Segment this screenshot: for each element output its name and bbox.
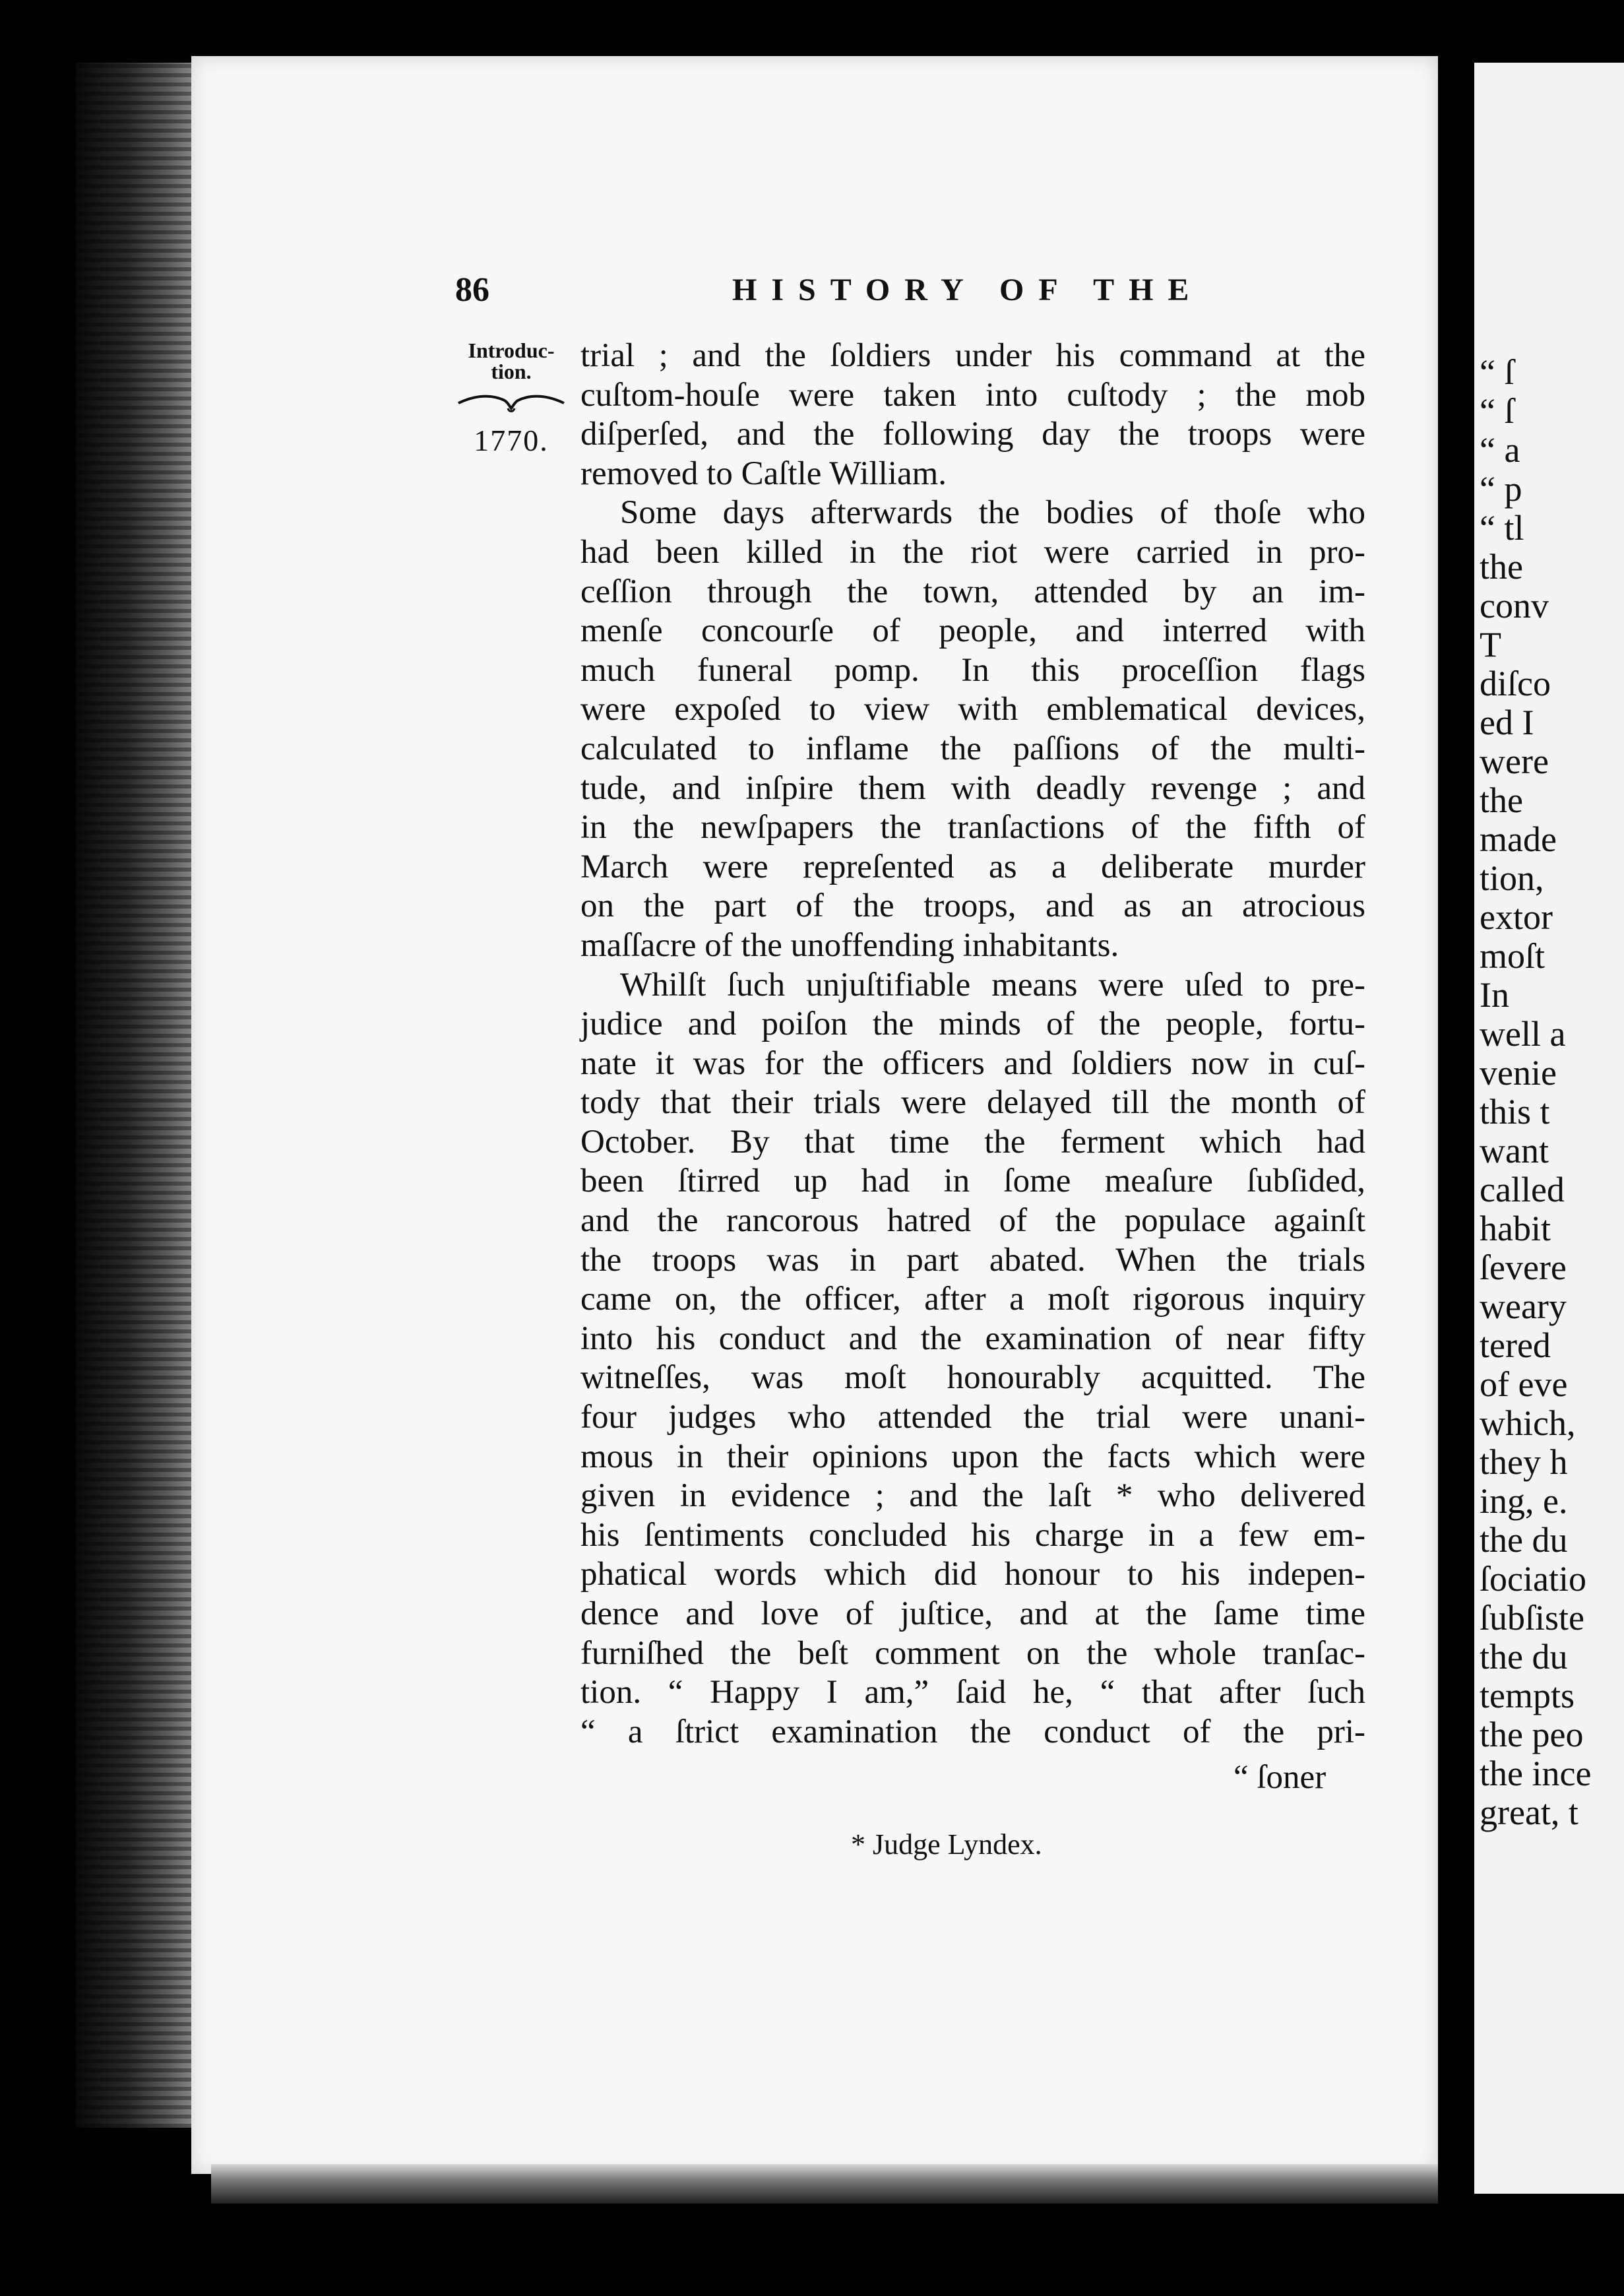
- text-line: the troops was in part abated. When the trials: [580, 1241, 1365, 1279]
- facing-text-line: In: [1480, 975, 1509, 1015]
- text-line: dence and love of juſtice, and at the ſame time: [580, 1595, 1365, 1632]
- facing-text-line: moſt: [1480, 936, 1546, 976]
- text-line: Whilſt ſuch unjuſtifiable means were uſed to pre-: [620, 966, 1365, 1004]
- text-line: March were repreſented as a deliberate murder: [580, 848, 1365, 885]
- text-line: much funeral pomp. In this proceſſion flags: [580, 651, 1365, 689]
- page-header: [455, 271, 1234, 310]
- text-line: menſe concourſe of people, and interred with: [580, 612, 1365, 650]
- facing-text-line: ing, e.: [1480, 1481, 1568, 1521]
- text-line: cuſtom-houſe were taken into cuſtody ; the mob: [580, 376, 1365, 414]
- facing-text-line: diſco: [1480, 664, 1551, 703]
- margin-note-year: 1770.: [474, 424, 549, 457]
- facing-text-line: weary: [1480, 1287, 1567, 1326]
- facing-text-line: well a: [1480, 1014, 1566, 1054]
- page-number: 86: [455, 271, 489, 309]
- facing-text-line: they h: [1480, 1442, 1568, 1482]
- facing-text-line: ſociatio: [1480, 1559, 1586, 1599]
- text-line: four judges who attended the trial were unani-: [580, 1399, 1365, 1436]
- facing-text-line: the peo: [1480, 1715, 1584, 1754]
- facing-text-line: “ ſ: [1480, 391, 1515, 431]
- page-bottom-edge: [211, 2164, 1451, 2204]
- text-line: given in evidence ; and the laſt * who delivered: [580, 1477, 1365, 1515]
- facing-text-line: conv: [1480, 586, 1549, 625]
- facing-text-line: want: [1480, 1131, 1549, 1170]
- text-line: diſperſed, and the following day the troops were: [580, 416, 1365, 453]
- facing-text-line: extor: [1480, 897, 1553, 937]
- text-line: into his conduct and the examination of near fifty: [580, 1320, 1365, 1357]
- facing-page-text: [1480, 353, 1624, 1832]
- text-line: furniſhed the beſt comment on the whole tranſac-: [580, 1634, 1365, 1672]
- facing-text-line: made: [1480, 819, 1557, 859]
- text-line: tion. “ Happy I am,” ſaid he, “ that after ſuch: [580, 1674, 1365, 1711]
- ornament-icon: [455, 389, 567, 418]
- facing-text-line: the du: [1480, 1520, 1568, 1560]
- text-line: tody that their trials were delayed till the month of: [580, 1084, 1365, 1122]
- margin-note: [455, 340, 567, 458]
- facing-text-line: tion,: [1480, 858, 1544, 898]
- text-line: nate it was for the officers and ſoldiers now in cuſ-: [580, 1044, 1365, 1082]
- text-line: calculated to inflame the paſſions of the multi-: [580, 730, 1365, 767]
- text-line: and the rancorous hatred of the populace againſt: [580, 1202, 1365, 1240]
- text-line: October. By that time the ferment which had: [580, 1123, 1365, 1161]
- facing-page: [1474, 63, 1624, 2194]
- text-line: maſſacre of the unoffending inhabitants.: [580, 926, 1119, 964]
- book-spine: [1438, 53, 1478, 2230]
- text-line: were expoſed to view with emblematical devices,: [580, 691, 1365, 728]
- facing-text-line: of eve: [1480, 1364, 1568, 1404]
- facing-text-line: “ p: [1480, 469, 1522, 509]
- facing-text-line: ſubſiste: [1480, 1598, 1584, 1638]
- text-line: ceſſion through the town, attended by an im-: [580, 573, 1365, 610]
- facing-text-line: the: [1480, 547, 1523, 587]
- text-line: been ſtirred up had in ſome meaſure ſubſided,: [580, 1163, 1365, 1200]
- facing-text-line: the ince: [1480, 1754, 1592, 1793]
- text-line: removed to Caſtle William.: [580, 455, 947, 492]
- facing-text-line: were: [1480, 742, 1549, 781]
- facing-text-line: ed I: [1480, 703, 1534, 742]
- facing-text-line: T: [1480, 625, 1501, 664]
- facing-text-line: the: [1480, 781, 1523, 820]
- facing-text-line: tered: [1480, 1325, 1551, 1365]
- text-line: his ſentiments concluded his charge in a few em-: [580, 1516, 1365, 1554]
- text-line: had been killed in the riot were carried in pro-: [580, 533, 1365, 571]
- facing-text-line: which,: [1480, 1403, 1576, 1443]
- facing-text-line: the du: [1480, 1637, 1568, 1676]
- margin-note-label: Introduc-tion.: [468, 338, 555, 383]
- facing-text-line: “ a: [1480, 430, 1520, 470]
- facing-text-line: venie: [1480, 1053, 1557, 1093]
- text-line: mous in their opinions upon the facts which were: [580, 1438, 1365, 1475]
- facing-text-line: called: [1480, 1170, 1565, 1209]
- catchword: “ ſoner: [1234, 1759, 1327, 1796]
- facing-text-line: “ ſ: [1480, 352, 1515, 392]
- text-line: witneſſes, was moſt honourably acquitted. The: [580, 1359, 1365, 1397]
- running-head: HISTORY OF THE: [732, 272, 1204, 307]
- facing-text-line: habit: [1480, 1209, 1551, 1248]
- text-line: phatical words which did honour to his indepen-: [580, 1556, 1365, 1593]
- text-line: on the part of the troops, and as an atrocious: [580, 887, 1365, 925]
- facing-text-line: great, t: [1480, 1793, 1578, 1832]
- facing-text-line: this t: [1480, 1092, 1550, 1132]
- body-text: [580, 336, 1365, 1752]
- text-line: judice and poiſon the minds of the people, fortu-: [580, 1005, 1365, 1043]
- facing-text-line: “ tl: [1480, 508, 1524, 548]
- text-line: in the newſpapers the tranſactions of the fifth of: [580, 809, 1365, 846]
- facing-text-line: ſevere: [1480, 1248, 1567, 1287]
- text-line: trial ; and the ſoldiers under his command at the: [580, 337, 1365, 374]
- text-line: “ a ſtrict examination the conduct of the pri-: [580, 1713, 1365, 1750]
- footnote: * Judge Lyndex.: [851, 1828, 1042, 1861]
- text-line: tude, and inſpire them with deadly revenge ; and: [580, 769, 1365, 807]
- text-line: Some days afterwards the bodies of thoſe who: [620, 494, 1365, 532]
- facing-text-line: tempts: [1480, 1676, 1575, 1715]
- text-line: came on, the officer, after a moſt rigorous inquiry: [580, 1281, 1365, 1318]
